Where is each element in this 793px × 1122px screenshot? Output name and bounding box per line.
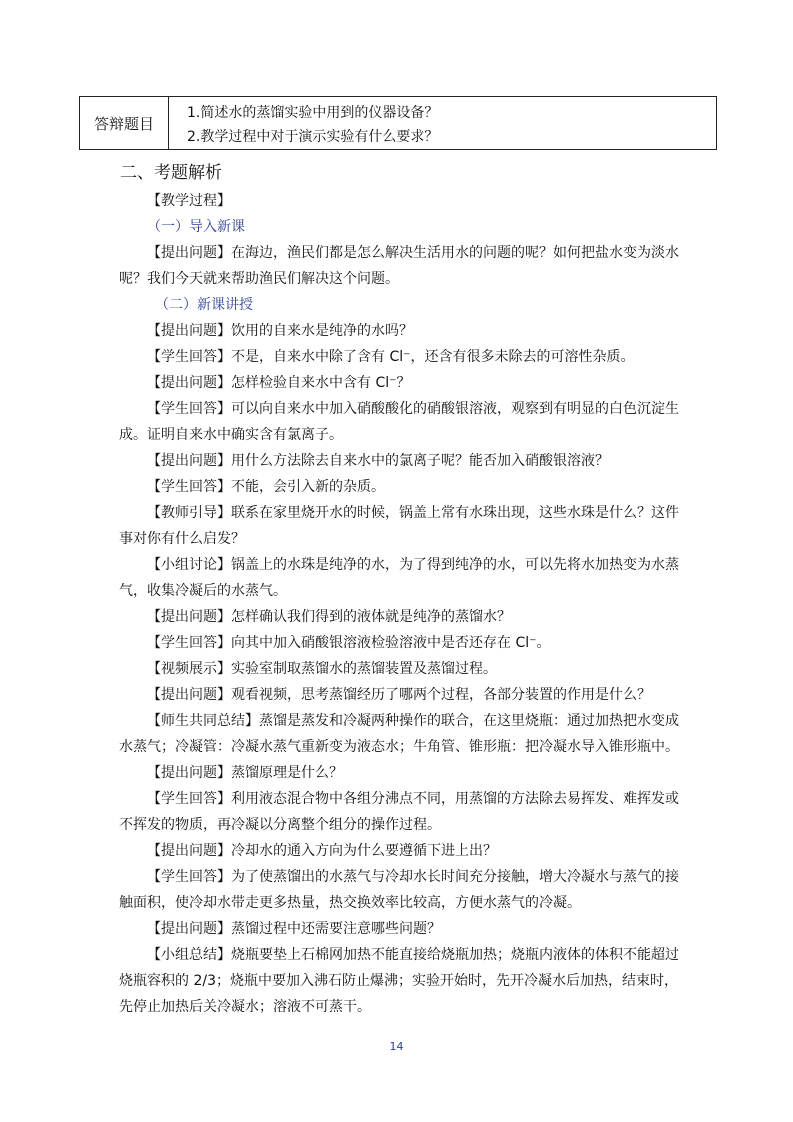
paragraph-line: 【师生共同总结】蒸馏是蒸发和冷凝两种操作的联合，在这里烧瓶：通过加热把水变成	[147, 713, 679, 729]
subsection-heading: （一）导入新课	[147, 219, 245, 235]
paragraph-line: 【提出问题】蒸馏原理是什么？	[147, 765, 343, 781]
paragraph-line: 【提出问题】饮用的自来水是纯净的水吗？	[147, 323, 413, 339]
paragraph-line: 【提出问题】蒸馏过程中还需要注意哪些问题？	[147, 921, 441, 937]
paragraph-line: 【视频展示】实验室制取蒸馏水的蒸馏装置及蒸馏过程。	[147, 661, 497, 677]
paragraph-line: 【提出问题】在海边，渔民们都是怎么解决生活用水的问题的呢？如何把盐水变为淡水	[147, 245, 679, 261]
question-table	[79, 96, 717, 150]
paragraph-line: 【学生回答】为了使蒸馏出的水蒸气与冷却水长时间充分接触，增大冷凝水与蒸气的接	[147, 869, 679, 885]
paragraph-line: 成。证明自来水中确实含有氯离子。	[119, 427, 343, 443]
paragraph-line: 【提出问题】用什么方法除去自来水中的氯离子呢？能否加入硝酸银溶液？	[147, 453, 609, 469]
question-table-label: 答辩题目	[80, 97, 169, 149]
paragraph-line: 【提出问题】怎样检验自来水中含有 Cl⁻？	[147, 375, 411, 391]
paragraph-line: 【提出问题】冷却水的通入方向为什么要遵循下进上出？	[147, 843, 497, 859]
question-item: 1.简述水的蒸馏实验中用到的仪器设备？	[187, 105, 439, 121]
paragraph-line: 【提出问题】怎样确认我们得到的液体就是纯净的蒸馏水？	[147, 609, 511, 625]
paragraph-line: 【学生回答】向其中加入硝酸银溶液检验溶液中是否还存在 Cl⁻。	[147, 635, 551, 651]
question-list	[169, 97, 716, 149]
paragraph-line: 【小组总结】烧瓶要垫上石棉网加热不能直接给烧瓶加热；烧瓶内液体的体积不能超过	[147, 947, 679, 963]
paragraph-line: 【提出问题】观看视频，思考蒸馏经历了哪两个过程，各部分装置的作用是什么？	[147, 687, 651, 703]
subsection-heading: （二）新课讲授	[155, 297, 253, 313]
paragraph-line: 气，收集冷凝后的水蒸气。	[119, 583, 287, 599]
page-number: 14	[389, 1040, 404, 1053]
paragraph-line: 【学生回答】利用液态混合物中各组分沸点不同，用蒸馏的方法除去易挥发、难挥发或	[147, 791, 679, 807]
paragraph-line: 烧瓶容积的 2/3；烧瓶中要加入沸石防止爆沸；实验开始时，先开冷凝水后加热，结束时，	[119, 973, 678, 989]
paragraph-line: 先停止加热后关冷凝水；溶液不可蒸干。	[119, 999, 371, 1015]
paragraph-line: 呢？我们今天就来帮助渔民们解决这个问题。	[119, 271, 399, 287]
paragraph-line: 【教师引导】联系在家里烧开水的时候，锅盖上常有水珠出现，这些水珠是什么？这件	[147, 505, 679, 521]
paragraph-line: 【学生回答】可以向自来水中加入硝酸酸化的硝酸银溶液，观察到有明显的白色沉淀生	[147, 401, 679, 417]
question-item: 2.教学过程中对于演示实验有什么要求？	[187, 129, 439, 145]
paragraph-line: 【学生回答】不能，会引入新的杂质。	[147, 479, 385, 495]
paragraph-line: 触面积，使冷却水带走更多热量，热交换效率比较高，方便水蒸气的冷凝。	[119, 895, 581, 911]
paragraph-line: 水蒸气；冷凝管：冷凝水蒸气重新变为液态水；牛角管、锥形瓶：把冷凝水导入锥形瓶中。	[119, 739, 679, 755]
paragraph-line: 【学生回答】不是，自来水中除了含有 Cl⁻，还含有很多未除去的可溶性杂质。	[147, 349, 635, 365]
paragraph-line: 事对你有什么启发？	[119, 531, 245, 547]
section-heading: 二、考题解析	[120, 163, 222, 183]
paragraph-line: 【小组讨论】锅盖上的水珠是纯净的水，为了得到纯净的水，可以先将水加热变为水蒸	[147, 557, 679, 573]
teaching-process-content	[119, 188, 679, 1020]
paragraph-line: 不挥发的物质，再冷凝以分离整个组分的操作过程。	[119, 817, 441, 833]
subsection-title: 【教学过程】	[147, 193, 231, 209]
